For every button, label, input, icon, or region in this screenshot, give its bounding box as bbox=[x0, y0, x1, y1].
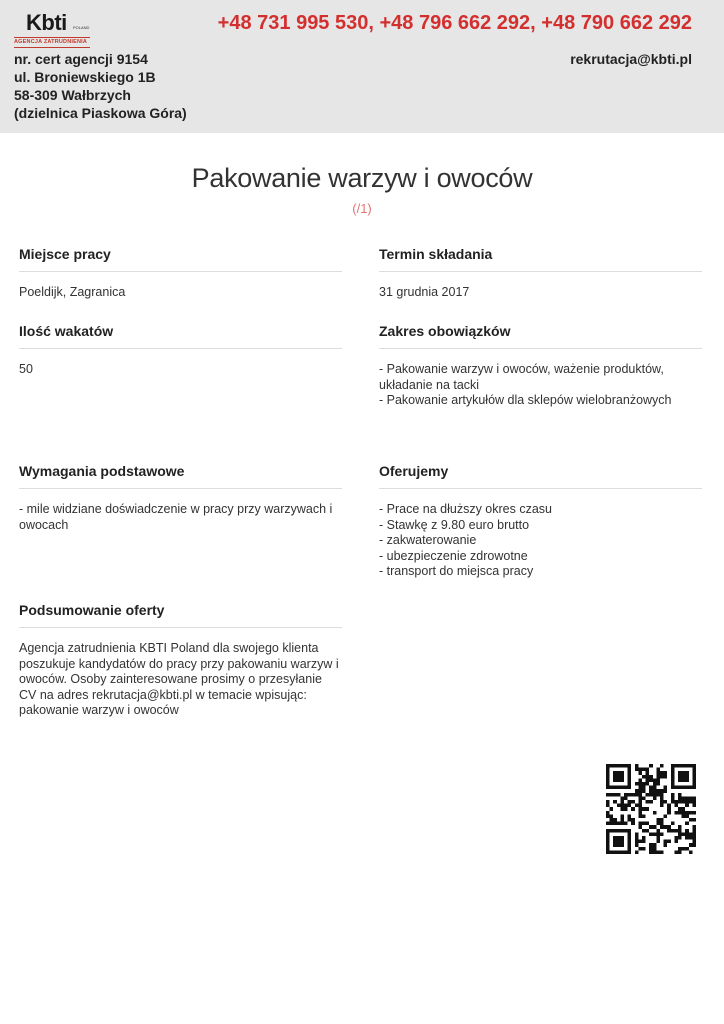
logo-subtitle: AGENCJA ZATRUDNIENIA bbox=[14, 39, 88, 45]
list-item: - mile widziane doświadczenie w pracy przy warzywach i owocach bbox=[19, 502, 333, 532]
list-item: - Stawkę z 9.80 euro brutto bbox=[379, 517, 530, 532]
address-line: nr. cert agencji 9154 bbox=[14, 51, 148, 67]
address-line: ul. Broniewskiego 1B bbox=[14, 69, 156, 85]
section-summary bbox=[19, 600, 342, 719]
email-link[interactable]: rekrutacja@kbti.pl bbox=[570, 51, 692, 67]
logo-underline bbox=[14, 47, 90, 48]
section-vacancies bbox=[19, 321, 342, 378]
list-item: - zakwaterowanie bbox=[379, 533, 477, 547]
summary-text: Agencja zatrudnienia KBTI Poland dla swojego klienta poszukuje kandydatów do pracy przy pakowaniu warzyw i owoców. Osoby zainteresowane prosimy o przesyłanie CV na adres rekrutacja@kbti.pl w temacie wpisując: pakowanie warzyw i owoców bbox=[19, 641, 339, 717]
address-line: (dzielnica Piaskowa Góra) bbox=[14, 105, 187, 121]
job-subtitle: (/1) bbox=[352, 201, 372, 216]
section-deadline bbox=[379, 244, 702, 301]
section-heading: Miejsce pracy bbox=[19, 244, 342, 272]
qr-code-icon bbox=[606, 764, 696, 854]
section-location bbox=[19, 244, 342, 301]
logo-text: Kbti bbox=[26, 10, 67, 35]
section-offer bbox=[379, 461, 702, 580]
list-item: - Pakowanie warzyw i owoców, ważenie produktów, układanie na tacki bbox=[379, 362, 664, 392]
section-heading: Podsumowanie oferty bbox=[19, 600, 342, 628]
agency-address bbox=[14, 50, 187, 122]
section-requirements bbox=[19, 461, 342, 533]
section-heading: Wymagania podstawowe bbox=[19, 461, 342, 489]
section-list bbox=[379, 502, 702, 580]
section-list bbox=[379, 362, 702, 409]
section-heading: Ilość wakatów bbox=[19, 321, 342, 349]
list-item: - Pakowanie artykułów dla sklepów wielobranżowych bbox=[379, 393, 672, 407]
logo-poland: POLAND bbox=[73, 25, 90, 30]
logo-divider bbox=[14, 37, 90, 38]
section-value: 31 grudnia 2017 bbox=[379, 285, 470, 299]
section-duties bbox=[379, 321, 702, 409]
phone-numbers[interactable]: +48 731 995 530, +48 796 662 292, +48 790 662 292 bbox=[217, 12, 692, 34]
job-title: Pakowanie warzyw i owoców bbox=[191, 163, 533, 193]
section-heading: Oferujemy bbox=[379, 461, 702, 489]
section-value: 50 bbox=[19, 362, 33, 376]
list-item: - transport do miejsca pracy bbox=[379, 564, 534, 578]
section-heading: Termin składania bbox=[379, 244, 702, 272]
section-heading: Zakres obowiązków bbox=[379, 321, 702, 349]
header-band bbox=[0, 0, 724, 133]
section-list bbox=[19, 502, 342, 533]
list-item: - ubezpieczenie zdrowotne bbox=[379, 548, 528, 563]
section-value: Poeldijk, Zagranica bbox=[19, 285, 126, 299]
company-logo bbox=[14, 10, 94, 44]
address-line: 58-309 Wałbrzych bbox=[14, 87, 131, 103]
list-item: - Prace na dłuższy okres czasu bbox=[379, 502, 552, 516]
